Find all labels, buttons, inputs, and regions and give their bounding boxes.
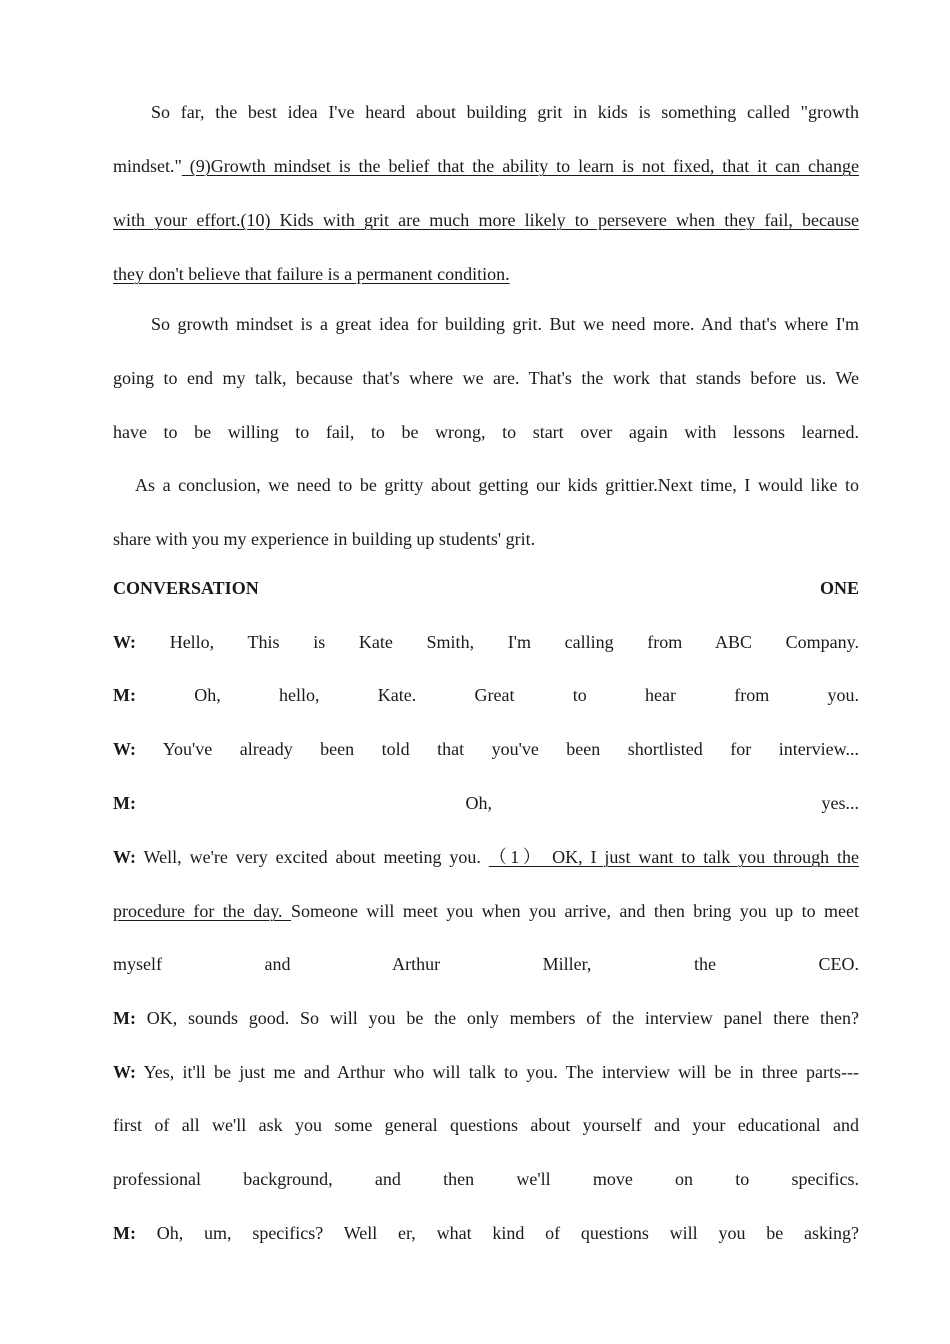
answer-1-underlined: （1） OK, I just want to talk you through the: [488, 847, 860, 867]
speaker-label: W:: [113, 632, 137, 652]
dialogue-text: You've already been told that you've been shortlisted for interview...: [136, 739, 859, 759]
talk-paragraph-2-line-5: share with you my experience in building up students' grit.: [113, 529, 536, 549]
speaker-label: M:: [113, 793, 136, 813]
talk-paragraph-2-line-3: have to be willing to fail, to be wrong, to start over again with lessons learned.: [113, 422, 859, 442]
conversation-heading: [113, 576, 859, 600]
mindset-text: mindset.": [113, 156, 182, 176]
dialogue-line-continued: myself and Arthur Miller, the CEO.: [113, 954, 859, 974]
answer-1-underlined-end: procedure for the day.: [113, 901, 291, 921]
dialogue-text: Someone will meet you when you arrive, and then bring you up to meet: [290, 901, 859, 921]
speaker-label: M:: [113, 685, 136, 705]
dialogue-text: OK, sounds good. So will you be the only members of the interview panel there then?: [135, 1008, 859, 1028]
dialogue-text: Hello, This is Kate Smith, I'm calling from ABC Company.: [136, 632, 859, 652]
speaker-label: W:: [113, 739, 137, 759]
dialogue-line-continued: first of all we'll ask you some general questions about yourself and your educational and: [113, 1115, 859, 1135]
speaker-label: W:: [113, 1062, 137, 1082]
speaker-label: M:: [113, 1008, 136, 1028]
dialogue-line: [113, 683, 859, 707]
dialogue-line: [113, 1006, 859, 1030]
dialogue-line-continued: professional background, and then we'll move on to specifics.: [113, 1169, 859, 1189]
talk-paragraph-1-line-2: [113, 154, 859, 178]
conversation-heading-right: ONE: [819, 578, 859, 598]
dialogue-line: [113, 1060, 859, 1084]
dialogue-text: Oh, um, specifics? Well er, what kind of questions will you be asking?: [135, 1223, 859, 1243]
dialogue-line: [113, 791, 859, 815]
dialogue-text: Oh, yes...: [135, 793, 859, 813]
talk-paragraph-1-line-4: [113, 262, 859, 286]
speaker-label: W:: [113, 847, 137, 867]
talk-paragraph-2-line-1: So growth mindset is a great idea for building grit. But we need more. And that's where I'm: [151, 314, 859, 334]
answer-9-underlined: (9)Growth mindset is the belief that the ability to learn is not fixed, that it can change: [181, 156, 859, 176]
talk-paragraph-2-line-4: As a conclusion, we need to be gritty about getting our kids grittier.Next time, I would like to: [135, 475, 859, 495]
dialogue-text: Oh, hello, Kate. Great to hear from you.: [135, 685, 859, 705]
talk-paragraph-1-line-1: So far, the best idea I've heard about building grit in kids is something called "growth: [151, 102, 859, 122]
answer-10-underlined: with your effort.(10) Kids with grit are much more likely to persevere when they fail, because: [113, 210, 859, 230]
dialogue-line: [113, 737, 859, 761]
dialogue-line: [113, 1221, 859, 1245]
dialogue-line: [113, 630, 859, 654]
dialogue-text: Yes, it'll be just me and Arthur who will talk to you. The interview will be in three parts---: [136, 1062, 859, 1082]
dialogue-line-continued: [113, 899, 859, 923]
answer-10-underlined-end: they don't believe that failure is a permanent condition.: [113, 264, 510, 284]
talk-paragraph-2-line-2: going to end my talk, because that's where we are. That's the work that stands before us. We: [113, 368, 859, 388]
speaker-label: M:: [113, 1223, 136, 1243]
dialogue-line: [113, 845, 859, 869]
dialogue-text: Well, we're very excited about meeting you.: [136, 847, 489, 867]
conversation-heading-left: CONVERSATION: [113, 578, 259, 598]
